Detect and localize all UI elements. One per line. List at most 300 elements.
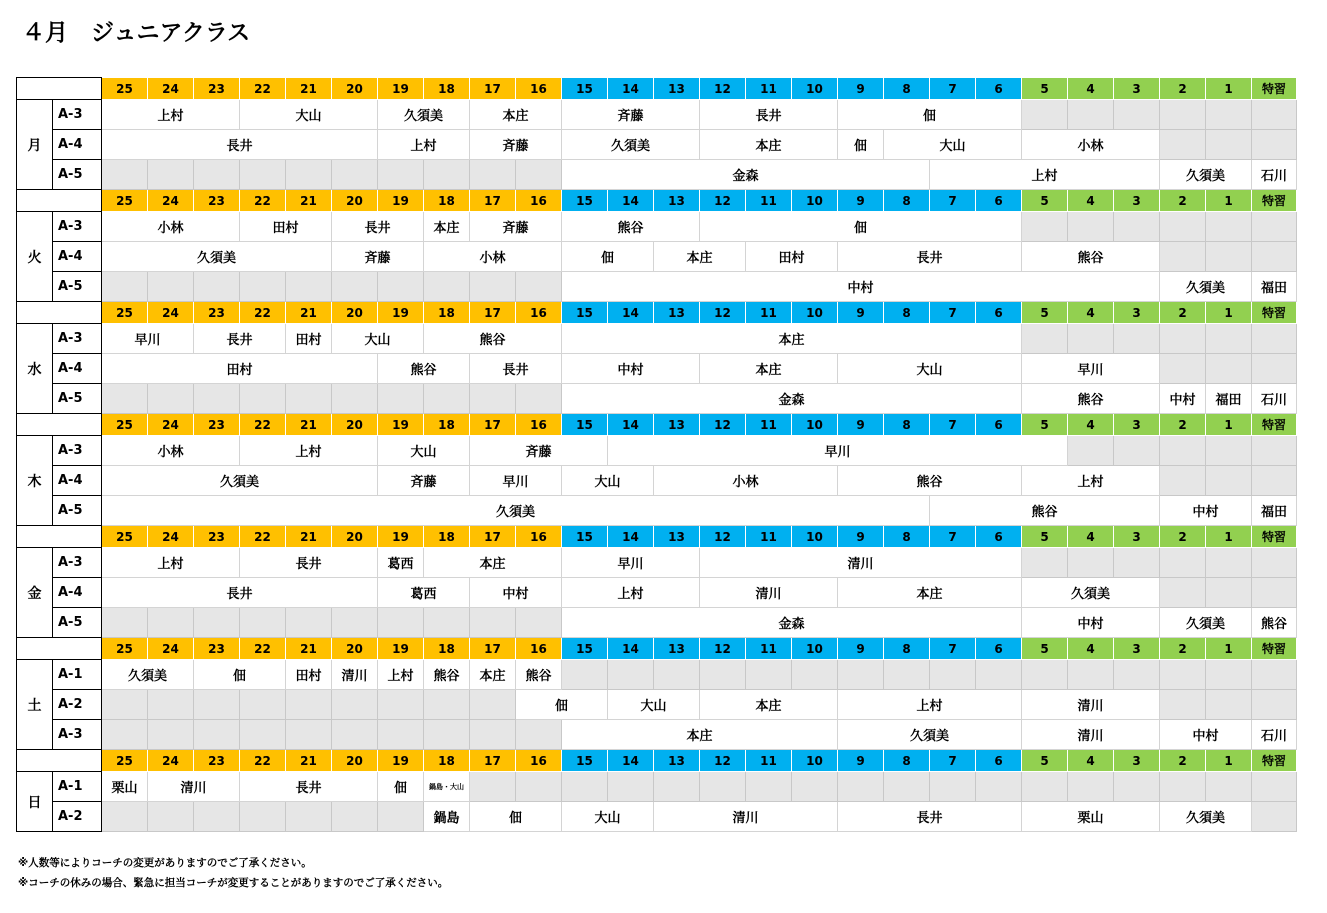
level-label: A-4 [53, 130, 102, 160]
coach-cell: 長井 [332, 212, 424, 242]
empty-cell [470, 608, 516, 638]
empty-cell [1206, 466, 1252, 496]
header-row [17, 78, 1297, 100]
empty-cell [1206, 548, 1252, 578]
empty-cell [562, 772, 608, 802]
empty-cell [332, 802, 378, 832]
empty-cell [194, 384, 240, 414]
header-cell: 19 [378, 414, 424, 436]
empty-cell [470, 384, 516, 414]
header-cell: 10 [792, 526, 838, 548]
level-label: A-4 [53, 466, 102, 496]
header-cell: 16 [516, 78, 562, 100]
note-line: ※コーチの休みの場合、緊急に担当コーチが変更することがありますのでご了承ください。 [18, 877, 449, 889]
header-cell: 2 [1160, 638, 1206, 660]
coach-cell: 早川 [1022, 354, 1160, 384]
coach-cell: 斉藤 [470, 212, 562, 242]
header-blank-cell [17, 750, 102, 772]
header-cell: 4 [1068, 190, 1114, 212]
header-cell: 9 [838, 78, 884, 100]
coach-cell: 斉藤 [378, 466, 470, 496]
header-cell: 1 [1206, 526, 1252, 548]
empty-cell [424, 720, 470, 750]
empty-cell [1160, 690, 1206, 720]
coach-cell: 鍋島 [424, 802, 470, 832]
empty-cell [1114, 100, 1160, 130]
empty-cell [1022, 660, 1068, 690]
header-cell: 2 [1160, 302, 1206, 324]
coach-cell: 熊谷 [424, 660, 470, 690]
header-cell: 22 [240, 526, 286, 548]
coach-cell: 熊谷 [1022, 384, 1160, 414]
header-cell: 15 [562, 414, 608, 436]
coach-cell: 熊谷 [424, 324, 562, 354]
empty-cell [1206, 578, 1252, 608]
header-cell: 23 [194, 302, 240, 324]
header-cell: 24 [148, 750, 194, 772]
header-cell: 18 [424, 78, 470, 100]
empty-cell [378, 720, 424, 750]
coach-cell: 久須美 [562, 130, 700, 160]
empty-cell [1068, 436, 1114, 466]
header-cell: 17 [470, 750, 516, 772]
header-cell: 6 [976, 526, 1022, 548]
coach-cell: 上村 [930, 160, 1160, 190]
empty-cell [1022, 100, 1068, 130]
header-cell: 特習 [1252, 526, 1297, 548]
empty-cell [148, 802, 194, 832]
coach-cell: 久須美 [102, 466, 378, 496]
lesson-row [17, 272, 1297, 302]
header-cell: 1 [1206, 78, 1252, 100]
empty-cell [1068, 100, 1114, 130]
empty-cell [194, 690, 240, 720]
header-cell: 2 [1160, 78, 1206, 100]
empty-cell [240, 802, 286, 832]
coach-cell: 福田 [1206, 384, 1252, 414]
coach-cell: 久須美 [102, 496, 930, 526]
empty-cell [332, 384, 378, 414]
coach-cell: 佃 [194, 660, 286, 690]
day-label: 月 [17, 100, 53, 190]
coach-cell: 久須美 [1160, 802, 1252, 832]
empty-cell [654, 772, 700, 802]
empty-cell [332, 720, 378, 750]
header-cell: 5 [1022, 750, 1068, 772]
empty-cell [286, 690, 332, 720]
coach-cell: 本庄 [654, 242, 746, 272]
level-label: A-1 [53, 772, 102, 802]
header-cell: 2 [1160, 414, 1206, 436]
header-cell: 10 [792, 302, 838, 324]
coach-cell: 大山 [240, 100, 378, 130]
level-label: A-1 [53, 660, 102, 690]
header-cell: 17 [470, 302, 516, 324]
header-cell: 18 [424, 526, 470, 548]
coach-cell: 石川 [1252, 720, 1297, 750]
level-label: A-3 [53, 548, 102, 578]
coach-cell: 長井 [102, 130, 378, 160]
header-cell: 19 [378, 78, 424, 100]
header-cell: 5 [1022, 302, 1068, 324]
header-cell: 11 [746, 526, 792, 548]
header-cell: 12 [700, 302, 746, 324]
header-cell: 18 [424, 302, 470, 324]
empty-cell [470, 272, 516, 302]
empty-cell [148, 608, 194, 638]
coach-cell: 久須美 [838, 720, 1022, 750]
coach-cell: 栗山 [1022, 802, 1160, 832]
header-cell: 22 [240, 190, 286, 212]
coach-cell: 清川 [1022, 720, 1160, 750]
header-cell: 14 [608, 190, 654, 212]
header-cell: 9 [838, 526, 884, 548]
coach-cell: 長井 [102, 578, 378, 608]
level-label: A-5 [53, 384, 102, 414]
empty-cell [1252, 130, 1297, 160]
header-cell: 21 [286, 414, 332, 436]
header-cell: 24 [148, 302, 194, 324]
coach-cell: 中村 [562, 354, 700, 384]
empty-cell [1068, 772, 1114, 802]
coach-cell: 久須美 [1022, 578, 1160, 608]
coach-cell: 大山 [378, 436, 470, 466]
header-cell: 16 [516, 750, 562, 772]
header-cell: 23 [194, 526, 240, 548]
header-cell: 9 [838, 750, 884, 772]
empty-cell [1252, 436, 1297, 466]
level-label: A-4 [53, 354, 102, 384]
header-cell: 14 [608, 638, 654, 660]
header-cell: 25 [102, 638, 148, 660]
header-cell: 4 [1068, 414, 1114, 436]
coach-cell: 上村 [378, 660, 424, 690]
coach-cell: 中村 [1160, 720, 1252, 750]
header-blank-cell [17, 190, 102, 212]
empty-cell [1252, 548, 1297, 578]
header-cell: 5 [1022, 638, 1068, 660]
header-cell: 7 [930, 302, 976, 324]
empty-cell [148, 160, 194, 190]
empty-cell [286, 272, 332, 302]
empty-cell [240, 690, 286, 720]
header-cell: 3 [1114, 414, 1160, 436]
coach-cell: 上村 [1022, 466, 1160, 496]
empty-cell [1160, 436, 1206, 466]
coach-cell: 長井 [194, 324, 286, 354]
coach-cell: 早川 [470, 466, 562, 496]
empty-cell [700, 772, 746, 802]
coach-cell: 小林 [654, 466, 838, 496]
header-cell: 13 [654, 414, 700, 436]
header-cell: 6 [976, 750, 1022, 772]
header-cell: 20 [332, 526, 378, 548]
empty-cell [470, 160, 516, 190]
coach-cell: 熊谷 [516, 660, 562, 690]
header-cell: 19 [378, 302, 424, 324]
header-cell: 9 [838, 190, 884, 212]
coach-cell: 熊谷 [378, 354, 470, 384]
lesson-row [17, 242, 1297, 272]
level-label: A-3 [53, 100, 102, 130]
empty-cell [286, 384, 332, 414]
coach-cell: 斉藤 [470, 130, 562, 160]
header-cell: 10 [792, 190, 838, 212]
empty-cell [332, 608, 378, 638]
coach-cell: 佃 [516, 690, 608, 720]
empty-cell [240, 720, 286, 750]
coach-cell: 田村 [746, 242, 838, 272]
header-cell: 特習 [1252, 302, 1297, 324]
header-cell: 25 [102, 78, 148, 100]
header-cell: 19 [378, 750, 424, 772]
header-cell: 4 [1068, 638, 1114, 660]
header-blank-cell [17, 302, 102, 324]
header-cell: 3 [1114, 526, 1160, 548]
empty-cell [1160, 548, 1206, 578]
header-cell: 13 [654, 78, 700, 100]
coach-cell: 上村 [102, 548, 240, 578]
empty-cell [378, 272, 424, 302]
coach-cell: 本庄 [700, 354, 838, 384]
empty-cell [1114, 772, 1160, 802]
coach-cell: 本庄 [470, 100, 562, 130]
header-cell: 3 [1114, 302, 1160, 324]
header-cell: 9 [838, 414, 884, 436]
empty-cell [1252, 578, 1297, 608]
header-row [17, 302, 1297, 324]
empty-cell [286, 720, 332, 750]
header-cell: 8 [884, 302, 930, 324]
empty-cell [1114, 436, 1160, 466]
header-cell: 15 [562, 190, 608, 212]
empty-cell [1160, 660, 1206, 690]
coach-cell: 鍋島・大山 [424, 772, 470, 802]
empty-cell [424, 384, 470, 414]
coach-cell: 久須美 [378, 100, 470, 130]
empty-cell [516, 720, 562, 750]
coach-cell: 福田 [1252, 496, 1297, 526]
header-cell: 10 [792, 750, 838, 772]
header-cell: 13 [654, 190, 700, 212]
header-cell: 23 [194, 78, 240, 100]
level-label: A-3 [53, 212, 102, 242]
empty-cell [470, 690, 516, 720]
empty-cell [1068, 212, 1114, 242]
coach-cell: 大山 [884, 130, 1022, 160]
empty-cell [102, 160, 148, 190]
header-cell: 5 [1022, 414, 1068, 436]
header-row [17, 414, 1297, 436]
header-cell: 1 [1206, 638, 1252, 660]
page-title: ４月 ジュニアクラス [22, 20, 251, 46]
coach-cell: 金森 [562, 384, 1022, 414]
level-label: A-5 [53, 160, 102, 190]
empty-cell [1206, 130, 1252, 160]
coach-cell: 本庄 [700, 690, 838, 720]
day-label: 水 [17, 324, 53, 414]
empty-cell [470, 720, 516, 750]
header-cell: 21 [286, 526, 332, 548]
header-cell: 16 [516, 302, 562, 324]
empty-cell [378, 160, 424, 190]
header-cell: 2 [1160, 526, 1206, 548]
empty-cell [1252, 660, 1297, 690]
header-cell: 22 [240, 78, 286, 100]
header-cell: 8 [884, 750, 930, 772]
header-cell: 14 [608, 526, 654, 548]
coach-cell: 久須美 [1160, 160, 1252, 190]
header-cell: 24 [148, 638, 194, 660]
empty-cell [516, 272, 562, 302]
coach-cell: 長井 [240, 548, 378, 578]
empty-cell [1022, 212, 1068, 242]
level-label: A-3 [53, 436, 102, 466]
header-cell: 24 [148, 526, 194, 548]
header-cell: 16 [516, 190, 562, 212]
coach-cell: 大山 [838, 354, 1022, 384]
empty-cell [240, 160, 286, 190]
coach-cell: 久須美 [1160, 272, 1252, 302]
header-row [17, 526, 1297, 548]
empty-cell [608, 772, 654, 802]
header-cell: 25 [102, 750, 148, 772]
header-cell: 13 [654, 302, 700, 324]
coach-cell: 長井 [838, 242, 1022, 272]
coach-cell: 清川 [700, 578, 838, 608]
level-label: A-5 [53, 608, 102, 638]
empty-cell [1206, 242, 1252, 272]
empty-cell [792, 660, 838, 690]
coach-cell: 中村 [562, 272, 1160, 302]
level-label: A-3 [53, 324, 102, 354]
header-cell: 9 [838, 302, 884, 324]
header-cell: 14 [608, 414, 654, 436]
empty-cell [516, 160, 562, 190]
empty-cell [884, 772, 930, 802]
header-cell: 6 [976, 414, 1022, 436]
notes [18, 853, 448, 893]
coach-cell: 佃 [470, 802, 562, 832]
empty-cell [1252, 690, 1297, 720]
header-cell: 11 [746, 638, 792, 660]
empty-cell [148, 384, 194, 414]
header-cell: 23 [194, 750, 240, 772]
coach-cell: 本庄 [838, 578, 1022, 608]
header-cell: 8 [884, 190, 930, 212]
coach-cell: 佃 [378, 772, 424, 802]
header-cell: 2 [1160, 190, 1206, 212]
header-blank-cell [17, 414, 102, 436]
coach-cell: 本庄 [700, 130, 838, 160]
header-cell: 15 [562, 638, 608, 660]
lesson-row [17, 354, 1297, 384]
coach-cell: 清川 [1022, 690, 1160, 720]
header-cell: 14 [608, 78, 654, 100]
empty-cell [1252, 324, 1297, 354]
coach-cell: 中村 [470, 578, 562, 608]
coach-cell: 本庄 [562, 324, 1022, 354]
header-cell: 1 [1206, 302, 1252, 324]
coach-cell: 久須美 [1160, 608, 1252, 638]
header-cell: 14 [608, 750, 654, 772]
note-line: ※人数等によりコーチの変更がありますのでご了承ください。 [18, 857, 312, 869]
empty-cell [1206, 324, 1252, 354]
header-cell: 19 [378, 526, 424, 548]
coach-cell: 上村 [562, 578, 700, 608]
header-cell: 6 [976, 190, 1022, 212]
header-cell: 3 [1114, 638, 1160, 660]
empty-cell [1114, 548, 1160, 578]
level-label: A-4 [53, 242, 102, 272]
header-blank-cell [17, 78, 102, 100]
header-cell: 2 [1160, 750, 1206, 772]
header-cell: 7 [930, 638, 976, 660]
header-cell: 7 [930, 190, 976, 212]
header-cell: 10 [792, 414, 838, 436]
coach-cell: 小林 [102, 212, 240, 242]
header-cell: 20 [332, 190, 378, 212]
schedule-table [16, 77, 1297, 832]
empty-cell [240, 608, 286, 638]
header-cell: 24 [148, 414, 194, 436]
header-cell: 3 [1114, 750, 1160, 772]
header-blank-cell [17, 526, 102, 548]
coach-cell: 佃 [700, 212, 1022, 242]
header-cell: 22 [240, 750, 286, 772]
header-cell: 16 [516, 414, 562, 436]
header-cell: 1 [1206, 190, 1252, 212]
header-cell: 9 [838, 638, 884, 660]
empty-cell [1068, 660, 1114, 690]
coach-cell: 熊谷 [562, 212, 700, 242]
coach-cell: 大山 [332, 324, 424, 354]
header-cell: 5 [1022, 78, 1068, 100]
header-cell: 23 [194, 638, 240, 660]
header-cell: 19 [378, 638, 424, 660]
lesson-row [17, 496, 1297, 526]
header-cell: 10 [792, 78, 838, 100]
header-cell: 特習 [1252, 638, 1297, 660]
empty-cell [700, 660, 746, 690]
header-cell: 7 [930, 750, 976, 772]
header-cell: 25 [102, 190, 148, 212]
lesson-row [17, 802, 1297, 832]
empty-cell [240, 272, 286, 302]
header-cell: 4 [1068, 78, 1114, 100]
empty-cell [470, 772, 516, 802]
coach-cell: 葛西 [378, 578, 470, 608]
lesson-row [17, 436, 1297, 466]
empty-cell [1206, 436, 1252, 466]
header-cell: 21 [286, 638, 332, 660]
header-cell: 特習 [1252, 78, 1297, 100]
empty-cell [1022, 324, 1068, 354]
coach-cell: 斉藤 [562, 100, 700, 130]
empty-cell [1252, 354, 1297, 384]
header-cell: 6 [976, 638, 1022, 660]
lesson-row [17, 772, 1297, 802]
empty-cell [332, 160, 378, 190]
header-cell: 8 [884, 526, 930, 548]
header-cell: 19 [378, 190, 424, 212]
empty-cell [148, 272, 194, 302]
header-blank-cell [17, 638, 102, 660]
lesson-row [17, 578, 1297, 608]
empty-cell [884, 660, 930, 690]
header-cell: 4 [1068, 526, 1114, 548]
header-cell: 17 [470, 414, 516, 436]
